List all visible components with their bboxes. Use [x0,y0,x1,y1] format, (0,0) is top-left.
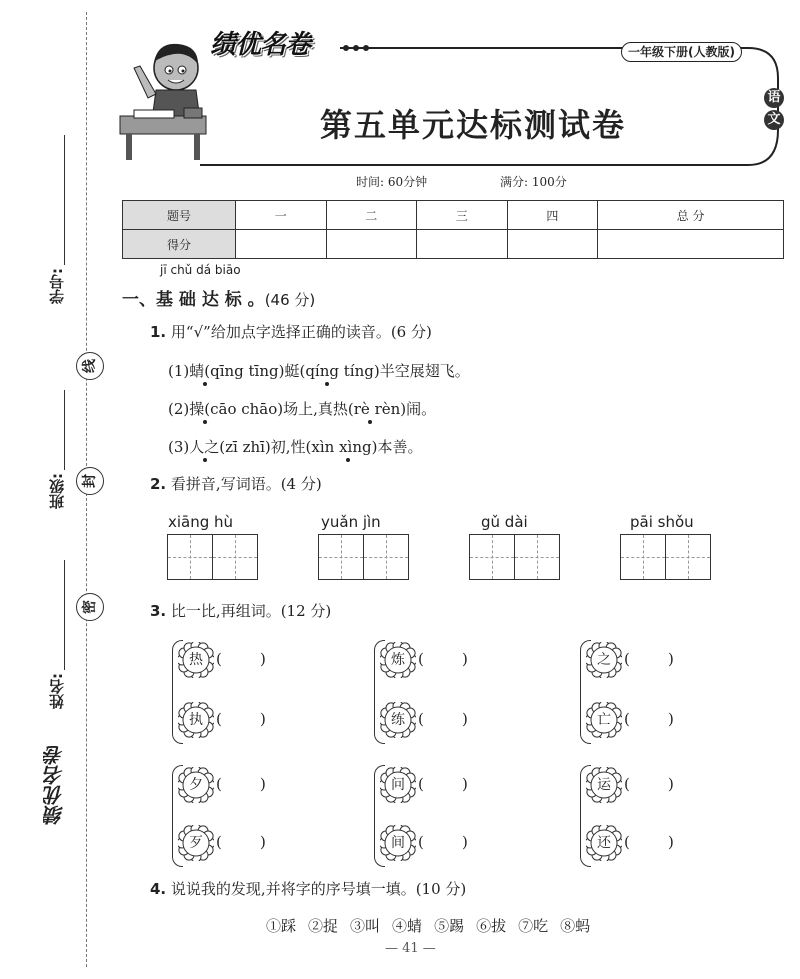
score-input-cell[interactable] [236,230,327,259]
choice-item: ②捉 [308,917,339,935]
question-number: 1. [150,323,167,341]
flower-char [178,767,214,803]
question-text: 说说我的发现,并将字的序号填一填。(10 分) [170,880,467,898]
section-title-text: 一、基 础 达 标 。 [122,290,265,310]
flower-char [586,642,622,678]
brand-logo: 绩优名卷 [210,30,311,60]
subject-char-1: 语 [764,88,784,108]
choice-item: ①踩 [266,917,297,935]
flower-char [586,702,622,738]
flower-char [586,767,622,803]
flower-char-text: 问 [391,777,405,793]
side-logo: 绩优名卷 [43,745,67,825]
table-row [123,230,784,259]
choice-item: ④蜻 [392,917,423,935]
flower-char [380,702,416,738]
question-2 [150,473,322,494]
table-header-cell: 二 [326,201,417,230]
table-header-cell: 一 [236,201,327,230]
flower-char [380,642,416,678]
section-title [122,285,315,310]
answer-blank[interactable]: ( ) [418,833,468,851]
question-number: 3. [150,602,167,620]
choice-item: ⑦吃 [518,917,549,935]
q1-line-3: (3)人之(zī zhī)初,性(xìn xìng)本善。 [168,438,423,456]
student-illustration [118,38,213,163]
answer-blank[interactable]: ( ) [624,833,674,851]
flower-char-text: 之 [597,652,611,668]
answer-blank[interactable]: ( ) [624,650,674,668]
writing-grid[interactable] [318,534,409,580]
pinyin-word-2: yuǎn jìn [321,513,381,531]
q1-line-1: (1)蜻(qīng tīng)蜓(qíng tíng)半空展翅飞。 [168,362,470,380]
class-line [64,390,65,470]
flower-char-text: 歹 [189,835,203,851]
pinyin-word-1: xiāng hù [168,513,234,531]
pinyin-word-4: pāi shǒu [630,513,694,531]
seal-secret: 密 [76,593,104,621]
class-label: 班级: [48,473,66,509]
grade-badge: 一年级下册(人教版) [621,42,742,62]
flower-char [380,825,416,861]
table-row [123,201,784,230]
table-header-cell: 总 分 [598,201,784,230]
flower-char-text: 还 [597,835,611,851]
flower-char-text: 热 [189,652,203,668]
answer-blank[interactable]: ( ) [216,775,266,793]
seal-seal: 封 [76,467,104,495]
subject-char-2: 文 [764,110,784,130]
answer-blank[interactable]: ( ) [418,775,468,793]
seal-line: 线 [76,352,104,380]
score-input-cell[interactable] [507,230,598,259]
emphasis-dot [325,382,329,386]
score-input-cell[interactable] [598,230,784,259]
flower-char-text: 执 [189,712,203,728]
question-3 [150,600,331,621]
question-number: 4. [150,880,167,898]
emphasis-dot [203,420,207,424]
choice-item: ③叫 [350,917,381,935]
question-text: 看拼音,写词语。(4 分) [170,475,322,493]
answer-blank[interactable]: ( ) [216,710,266,728]
flower-char-text: 亡 [597,712,611,728]
emphasis-dot [203,382,207,386]
choice-item: ⑧蚂 [560,917,591,935]
page-title: 第五单元达标测试卷 [320,106,627,144]
answer-blank[interactable]: ( ) [624,775,674,793]
answer-blank[interactable]: ( ) [624,710,674,728]
score-input-cell[interactable] [417,230,508,259]
writing-grid[interactable] [620,534,711,580]
choice-list [266,915,602,936]
flower-char-text: 练 [391,712,405,728]
choice-item: ⑤踢 [434,917,465,935]
question-text: 用“√”给加点字选择正确的读音。(6 分) [170,323,432,341]
table-header-cell: 题号 [123,201,236,230]
answer-blank[interactable]: ( ) [418,650,468,668]
score-label-cell: 得分 [123,230,236,259]
pinyin-word-3: gǔ dài [481,513,528,531]
student-no-label: 学号: [48,268,66,304]
flower-char-text: 间 [391,835,405,851]
choice-item: ⑥拔 [476,917,507,935]
exam-time: 时间: 60分钟 [356,175,428,189]
score-input-cell[interactable] [326,230,417,259]
emphasis-dot [203,458,207,462]
table-header-cell: 三 [417,201,508,230]
flower-char [178,825,214,861]
question-4 [150,878,466,899]
answer-blank[interactable]: ( ) [216,650,266,668]
question-number: 2. [150,475,167,493]
writing-grid[interactable] [469,534,560,580]
flower-char [178,702,214,738]
flower-char-text: 炼 [391,652,405,668]
flower-char-text: 运 [597,777,611,793]
full-score: 满分: 100分 [500,175,567,189]
name-label: 姓名: [48,673,66,709]
question-1 [150,321,432,342]
answer-blank[interactable]: ( ) [216,833,266,851]
emphasis-dot [368,420,372,424]
table-header-cell: 四 [507,201,598,230]
name-line [64,560,65,670]
answer-blank[interactable]: ( ) [418,710,468,728]
emphasis-dot [346,458,350,462]
flower-char-text: 夕 [189,777,203,793]
flower-char [586,825,622,861]
section-pinyin: jī chǔ dá biāo [160,263,241,277]
flower-char [380,767,416,803]
section-points: (46 分) [264,291,316,309]
score-table [122,200,784,259]
question-text: 比一比,再组词。(12 分) [170,602,332,620]
page-number: — 41 — [385,941,436,956]
q1-line-2: (2)操(cāo chāo)场上,真热(rè rèn)闹。 [168,400,437,418]
writing-grid[interactable] [167,534,258,580]
flower-char [178,642,214,678]
subject-badge [764,88,784,132]
